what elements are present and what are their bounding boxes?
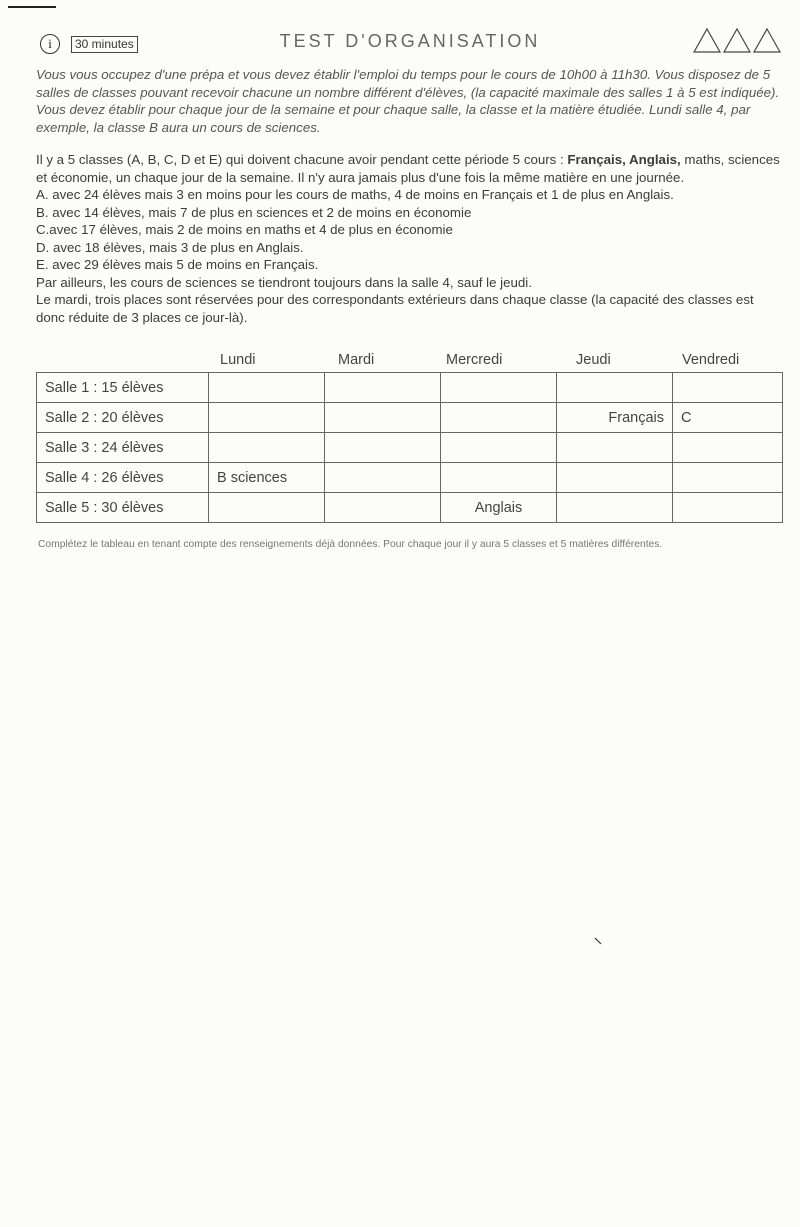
- stray-pen-mark: [594, 937, 602, 945]
- room-label: Salle 2 : 20 élèves: [37, 403, 209, 433]
- schedule-cell[interactable]: Anglais: [441, 493, 557, 523]
- room-label: Salle 1 : 15 élèves: [37, 373, 209, 403]
- schedule-cell[interactable]: [441, 373, 557, 403]
- schedule-cell[interactable]: [209, 373, 325, 403]
- footnote: Complétez le tableau en tenant compte des renseignements déjà données. Pour chaque jour il y aura 5 classes et 5 matières différentes.: [38, 539, 663, 550]
- class-c-rule: C.avec 17 élèves, mais 2 de moins en maths et 4 de plus en économie: [36, 222, 453, 237]
- table-row: [37, 493, 783, 523]
- class-b-rule: B. avec 14 élèves, mais 7 de plus en sciences et 2 de moins en économie: [36, 204, 472, 220]
- day-header-row: [36, 352, 782, 372]
- schedule-cell[interactable]: [557, 493, 673, 523]
- schedule-cell[interactable]: [325, 433, 441, 463]
- schedule-grid: [36, 352, 783, 523]
- scan-mark: [8, 6, 56, 8]
- schedule-cell[interactable]: [557, 463, 673, 493]
- day-header-jeudi: Jeudi: [576, 352, 611, 368]
- difficulty-rating: [692, 26, 782, 54]
- schedule-cell[interactable]: [325, 493, 441, 523]
- table-row: [37, 433, 783, 463]
- schedule-cell[interactable]: [557, 373, 673, 403]
- day-header-lundi: Lundi: [220, 352, 256, 368]
- class-e-rule: E. avec 29 élèves mais 5 de moins en Français.: [36, 257, 319, 272]
- schedule-cell[interactable]: [325, 463, 441, 493]
- rules-lead: Il y a 5 classes (A, B, C, D et E) qui doivent chacune avoir pendant cette période 5 cours : Français, Anglais, maths, sciences et économie, un chaque jour de la semaine. Il n'y aura jamais plus d'une fois la même matière en une journée.: [36, 152, 780, 185]
- schedule-cell[interactable]: C: [673, 403, 783, 433]
- schedule-cell[interactable]: [673, 463, 783, 493]
- schedule-cell[interactable]: [673, 373, 783, 403]
- schedule-cell[interactable]: [557, 433, 673, 463]
- schedule-cell[interactable]: [441, 433, 557, 463]
- schedule-cell[interactable]: [209, 403, 325, 433]
- day-header-mardi: Mardi: [338, 352, 375, 368]
- page-title: TEST D'ORGANISATION: [279, 31, 541, 51]
- table-row: [37, 403, 783, 433]
- time-limit-badge: 30 minutes: [71, 36, 138, 53]
- class-d-rule: D. avec 18 élèves, mais 3 de plus en Anglais.: [36, 239, 304, 255]
- day-header-vendredi: Vendredi: [682, 352, 740, 368]
- schedule-cell[interactable]: [673, 493, 783, 523]
- schedule-cell[interactable]: [325, 403, 441, 433]
- schedule-cell[interactable]: Français: [557, 403, 673, 433]
- schedule-cell[interactable]: [209, 493, 325, 523]
- triangle-icon: [752, 26, 782, 54]
- rules-section: [36, 151, 784, 326]
- schedule-table: [36, 372, 783, 523]
- room-label: Salle 4 : 26 élèves: [37, 463, 209, 493]
- schedule-cell[interactable]: [441, 403, 557, 433]
- day-header-mercredi: Mercredi: [446, 352, 503, 368]
- intro-paragraph: Vous vous occupez d'une prépa et vous devez établir l'emploi du temps pour le cours de 10h00 à 11h30. Vous disposez de 5 salles de classes pouvant recevoir chacune un nombre différent d'élèves, (la capacité maximale des salles 1 à 5 est indiquée). Vous devez établir pour chaque jour de la semaine et pour chaque salle, la classe et la matière étudiée. Lundi salle 4, par exemple, la classe B aura un cours de sciences.: [36, 67, 780, 135]
- schedule-cell[interactable]: [325, 373, 441, 403]
- info-icon: i: [40, 34, 60, 54]
- sciences-rule: Par ailleurs, les cours de sciences se tiendront toujours dans la salle 4, sauf le jeudi.: [36, 274, 532, 290]
- triangle-icon: [692, 26, 722, 54]
- header: [40, 30, 782, 60]
- triangle-icon: [722, 26, 752, 54]
- schedule-cell[interactable]: [441, 463, 557, 493]
- schedule-cell[interactable]: [209, 433, 325, 463]
- room-label: Salle 5 : 30 élèves: [37, 493, 209, 523]
- schedule-cell[interactable]: [673, 433, 783, 463]
- room-label: Salle 3 : 24 élèves: [37, 433, 209, 463]
- schedule-cell[interactable]: B sciences: [209, 463, 325, 493]
- table-row: [37, 463, 783, 493]
- tuesday-rule: Le mardi, trois places sont réservées pour des correspondants extérieurs dans chaque classe (la capacité des classes est donc réduite de 3 places ce jour-là).: [36, 292, 754, 325]
- class-a-rule: A. avec 24 élèves mais 3 en moins pour les cours de maths, 4 de moins en Français et 1 de plus en Anglais.: [36, 187, 674, 202]
- table-row: [37, 373, 783, 403]
